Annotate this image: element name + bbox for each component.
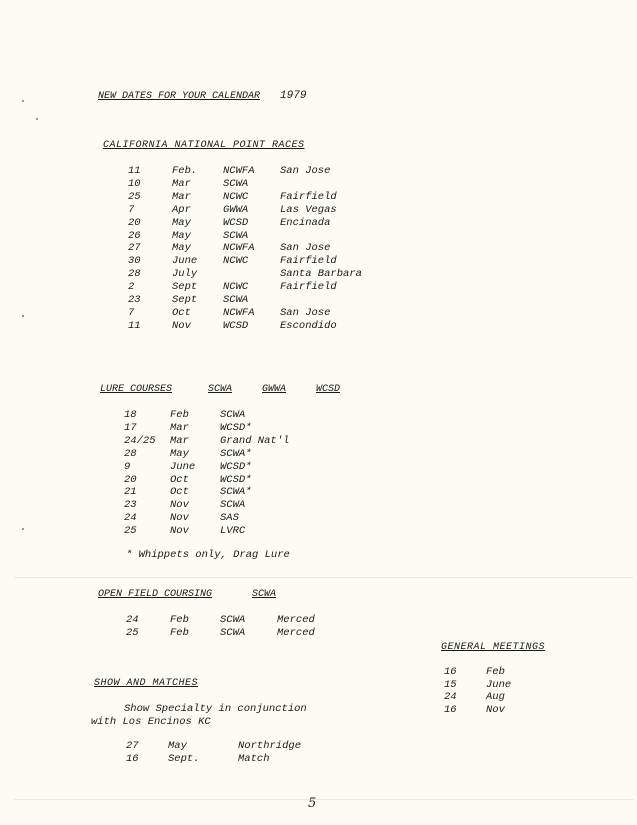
row-day: 20 bbox=[128, 216, 141, 229]
lure-club-3: WCSD bbox=[316, 384, 341, 395]
ca-races-heading: CALIFORNIA NATIONAL POINT RACES bbox=[103, 140, 305, 151]
scan-speck bbox=[36, 118, 38, 120]
row-club: WCSD* bbox=[220, 473, 252, 486]
lure-heading-line bbox=[100, 384, 340, 395]
open-field-heading: OPEN FIELD COURSING bbox=[98, 589, 213, 600]
row-month: Nov bbox=[170, 499, 189, 512]
row-place: Las Vegas bbox=[280, 203, 337, 216]
row-day: 16 bbox=[444, 666, 457, 678]
row-month: Mar bbox=[170, 421, 189, 434]
row-club: SCWA bbox=[220, 409, 246, 421]
row-place: Match bbox=[238, 752, 270, 765]
page-number: 5 bbox=[308, 796, 317, 811]
row-month: Nov bbox=[486, 703, 505, 716]
row-club: SCWA* bbox=[220, 447, 252, 460]
row-day: 27 bbox=[128, 242, 141, 255]
row-place: Fairfield bbox=[280, 281, 337, 294]
row-month: Aug bbox=[486, 691, 505, 704]
row-day: 26 bbox=[128, 229, 141, 242]
row-month: Sept. bbox=[168, 752, 200, 765]
shows-line-1: Show Specialty in conjunction bbox=[124, 703, 307, 715]
row-month: Feb. bbox=[172, 165, 198, 177]
row-place: San Jose bbox=[280, 306, 331, 319]
row-day: 11 bbox=[128, 319, 141, 332]
row-month: Apr bbox=[172, 203, 191, 216]
row-day: 24 bbox=[124, 512, 137, 525]
row-day: 9 bbox=[124, 460, 131, 473]
row-place: Northridge bbox=[238, 740, 302, 752]
row-month: June bbox=[172, 255, 198, 268]
row-month: Nov bbox=[170, 525, 189, 538]
row-day: 25 bbox=[124, 525, 137, 538]
row-day: 7 bbox=[128, 203, 135, 216]
row-day: 7 bbox=[128, 306, 135, 319]
row-month: Mar bbox=[170, 434, 189, 447]
scan-speck bbox=[22, 315, 24, 317]
row-place: San Jose bbox=[280, 165, 331, 177]
open-field-heading-line bbox=[98, 589, 276, 600]
row-month: Sept bbox=[172, 294, 198, 306]
row-month: May bbox=[168, 740, 187, 752]
row-day: 16 bbox=[444, 703, 457, 716]
row-place: Merced bbox=[277, 614, 315, 626]
row-month: Oct bbox=[170, 486, 189, 499]
row-day: 16 bbox=[126, 752, 139, 765]
lure-club-1: SCWA bbox=[208, 384, 233, 395]
row-club: WCSD bbox=[223, 216, 249, 229]
row-club: SCWA bbox=[220, 499, 246, 512]
row-club: WCSD bbox=[223, 319, 249, 332]
row-month: Feb bbox=[486, 666, 505, 678]
fold-line bbox=[14, 577, 634, 578]
row-club: SCWA bbox=[223, 294, 249, 306]
meetings-heading: GENERAL MEETINGS bbox=[441, 642, 546, 653]
row-club: SCWA bbox=[220, 614, 246, 626]
row-month: Feb bbox=[170, 614, 189, 626]
row-day: 25 bbox=[126, 627, 139, 639]
row-month: July bbox=[172, 268, 198, 281]
row-place: San Jose bbox=[280, 242, 331, 255]
row-day: 28 bbox=[128, 268, 141, 281]
title-year: 1979 bbox=[280, 90, 307, 102]
row-day: 21 bbox=[124, 486, 137, 499]
row-month: Oct bbox=[172, 306, 191, 319]
row-month: June bbox=[170, 460, 196, 473]
row-day: 10 bbox=[128, 177, 141, 190]
row-month: May bbox=[172, 229, 191, 242]
row-club: NCWFA bbox=[223, 165, 255, 177]
row-day: 11 bbox=[128, 165, 141, 177]
row-month: Nov bbox=[170, 512, 189, 525]
row-place: Encinada bbox=[280, 216, 331, 229]
row-club: NCWFA bbox=[223, 242, 255, 255]
lure-footnote: * Whippets only, Drag Lure bbox=[126, 549, 290, 561]
row-month: June bbox=[486, 678, 512, 691]
row-club: LVRC bbox=[220, 525, 246, 538]
row-club: SAS bbox=[220, 512, 239, 525]
page-title bbox=[98, 90, 306, 102]
row-day: 17 bbox=[124, 421, 137, 434]
row-place: Escondido bbox=[280, 319, 337, 332]
row-club: Grand Nat'l bbox=[220, 434, 290, 447]
row-day: 15 bbox=[444, 678, 457, 691]
title-label: NEW DATES FOR YOUR CALENDAR bbox=[98, 91, 261, 102]
row-day: 28 bbox=[124, 447, 137, 460]
row-day: 2 bbox=[128, 281, 135, 294]
row-place: Fairfield bbox=[280, 255, 337, 268]
row-month: Feb bbox=[170, 409, 189, 421]
shows-heading: SHOW AND MATCHES bbox=[94, 678, 199, 689]
row-month: Sept bbox=[172, 281, 198, 294]
shows-line-2: with Los Encinos KC bbox=[91, 716, 211, 728]
row-month: May bbox=[170, 447, 189, 460]
lure-heading: LURE COURSES bbox=[100, 384, 173, 395]
row-day: 24 bbox=[126, 614, 139, 626]
row-day: 18 bbox=[124, 409, 137, 421]
row-club: NCWFA bbox=[223, 306, 255, 319]
row-day: 27 bbox=[126, 740, 139, 752]
row-day: 23 bbox=[124, 499, 137, 512]
lure-club-2: GWWA bbox=[262, 384, 287, 395]
scan-speck bbox=[22, 528, 24, 530]
row-month: May bbox=[172, 216, 191, 229]
row-day: 24/25 bbox=[124, 434, 156, 447]
row-club: NCWC bbox=[223, 255, 249, 268]
fold-line bbox=[14, 799, 634, 800]
row-place: Merced bbox=[277, 627, 315, 639]
row-club: NCWC bbox=[223, 190, 249, 203]
row-place: Santa Barbara bbox=[280, 268, 362, 281]
row-day: 30 bbox=[128, 255, 141, 268]
row-club: SCWA bbox=[220, 627, 246, 639]
row-club: SCWA* bbox=[220, 486, 252, 499]
row-club: GWWA bbox=[223, 203, 249, 216]
row-month: Mar bbox=[172, 177, 191, 190]
row-day: 20 bbox=[124, 473, 137, 486]
row-day: 25 bbox=[128, 190, 141, 203]
row-club: SCWA bbox=[223, 177, 249, 190]
row-day: 24 bbox=[444, 691, 457, 704]
row-month: Nov bbox=[172, 319, 191, 332]
row-club: SCWA bbox=[223, 229, 249, 242]
row-month: Mar bbox=[172, 190, 191, 203]
row-club: WCSD* bbox=[220, 421, 252, 434]
row-month: Feb bbox=[170, 627, 189, 639]
row-month: Oct bbox=[170, 473, 189, 486]
row-month: May bbox=[172, 242, 191, 255]
open-field-club: SCWA bbox=[252, 589, 277, 600]
row-club: WCSD* bbox=[220, 460, 252, 473]
row-place: Fairfield bbox=[280, 190, 337, 203]
row-day: 23 bbox=[128, 294, 141, 306]
scan-speck bbox=[22, 100, 24, 102]
row-club: NCWC bbox=[223, 281, 249, 294]
